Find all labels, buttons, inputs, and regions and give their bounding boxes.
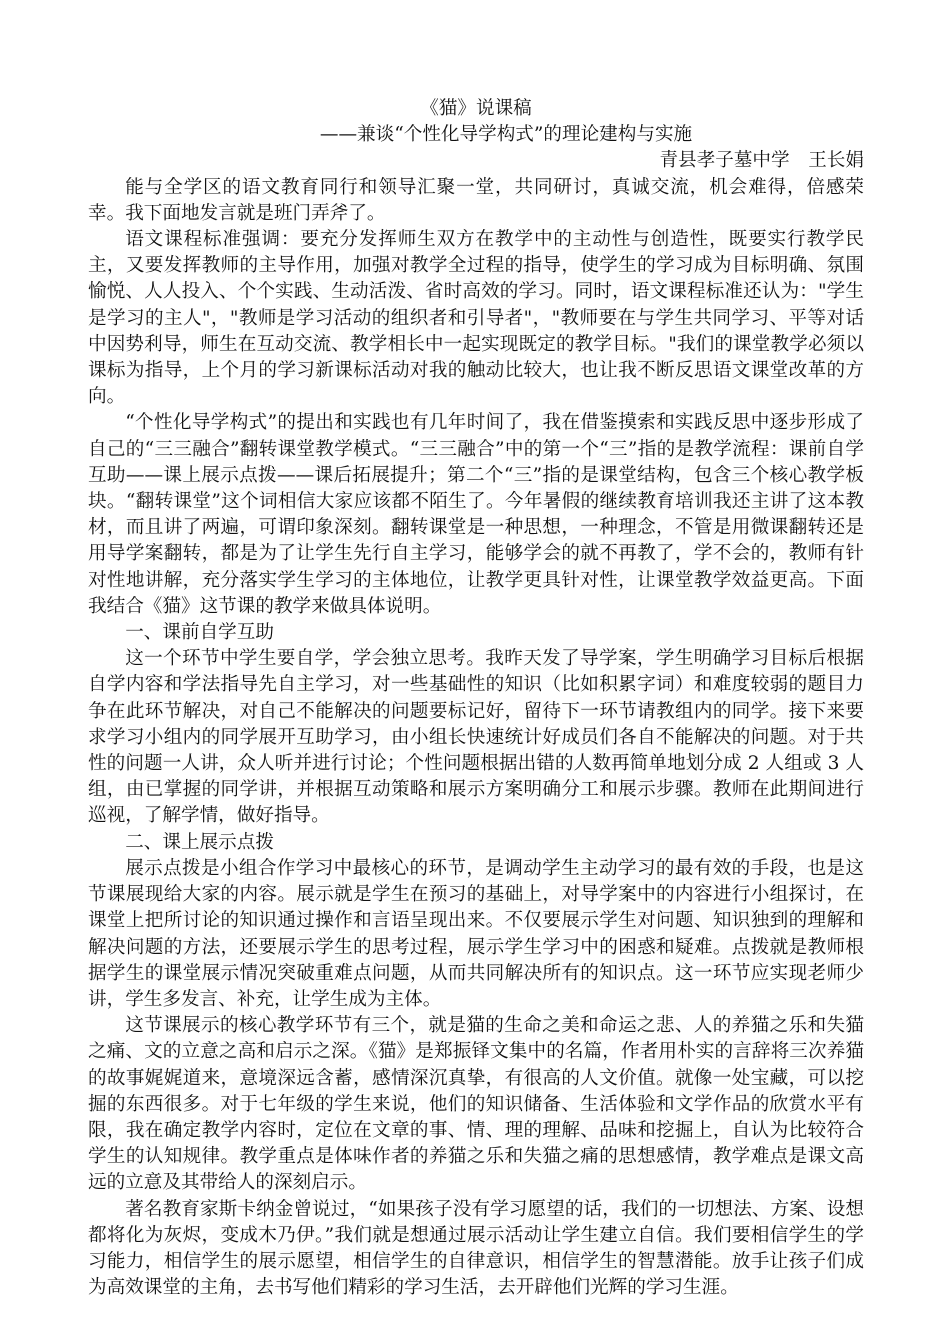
document-title: 《猫》说课稿 [420,98,532,119]
section-heading: 二、课上展示点拨 [125,831,274,853]
section-paragraph: 著名教育家斯卡纳金曾说过，“如果孩子没有学习愿望的话，我们的一切想法、方案、设想都将化为灰烬，变成木乃伊。”我们就是想通过展示活动让学生建立自信。我们要相信学生的学习能力，相信学生的展示愿望，相信学生的自律意识，相信学生的智慧潜能。放手让孩子们成为高效课堂的主角，去书写他们精彩的学习生活，去开辟他们光辉的学习生涯。 [88,1198,864,1299]
section-paragraph: 这一个环节中学生要自学，学会独立思考。我昨天发了导学案，学生明确学习目标后根据自学内容和学法指导先自主学习，对一些基础性的知识（比如积累字词）和难度较弱的题目力争在此环节解决，对自己不能解决的问题要标记好，留待下一环节请教组内的同学。接下来要求学习小组内的同学展开互助学习，由小组长快速统计好成员们各自不能解决的问题。对于共性的问题一人讲，众人听并进行讨论；个性问题根据出错的人数再简单地划分成 2 人组或 3 人组，由已掌握的同学讲，并根据互动策略和展示方案明确分工和展示步骤。教师在此期间进行巡视，了解学情，做好指导。 [88,648,864,827]
document-page [88,96,864,1301]
document-subtitle: ——兼谈“个性化导学构式”的理论建构与实施 [319,124,693,146]
model-paragraph: “个性化导学构式”的提出和实践也有几年时间了，我在借鉴摸索和实践反思中逐步形成了自己的“三三融合”翻转课堂教学模式。“三三融合”中的第一个“三”指的是教学流程：课前自学互助——课上展示点拨——课后拓展提升；第二个“三”指的是课堂结构，包含三个核心教学板块。“翻转课堂”这个词相信大家应该都不陌生了。今年暑假的继续教育培训我还主讲了这本教材，而且讲了两遍，可谓印象深刻。翻转课堂是一种思想，一种理念，不管是用微课翻转还是用导学案翻转，都是为了让学生先行自主学习，能够学会的就不再教了，学不会的，教师有针对性地讲解，充分落实学生学习的主体地位，让教学更具针对性，让课堂教学效益更高。下面我结合《猫》这节课的教学来做具体说明。 [88,412,864,617]
section-heading: 一、课前自学互助 [125,622,274,644]
author-line: 青县孝子墓中学 王长娟 [659,150,864,172]
section-paragraph: 这节课展示的核心教学环节有三个，就是猫的生命之美和命运之悲、人的养猫之乐和失猫之痛、文的立意之高和启示之深。《猫》是郑振铎文集中的名篇，作者用朴实的言辞将三次养猫的故事娓娓道来，意境深远含蓄，感情深沉真挚，有很高的人文价值。就像一处宝藏，可以挖掘的东西很多。对于七年级的学生来说，他们的知识储备、生活体验和文学作品的欣赏水平有限，我在确定教学内容时，定位在文章的事、情、理的理解、品味和挖掘上，自认为比较符合学生的认知规律。教学重点是体味作者的养猫之乐和失猫之痛的思想感情，教学难点是课文高远的立意及其带给人的深刻启示。 [88,1015,864,1194]
section-paragraph: 展示点拨是小组合作学习中最核心的环节，是调动学生主动学习的最有效的手段，也是这节课展现给大家的内容。展示就是学生在预习的基础上，对导学案中的内容进行小组探讨，在课堂上把所讨论的知识通过操作和言语呈现出来。不仅要展示学生对问题、知识独到的理解和解决问题的方法，还要展示学生的思考过程，展示学生学习中的困惑和疑难。点拨就是教师根据学生的课堂展示情况突破重难点问题，从而共同解决所有的知识点。这一环节应实现老师少讲，学生多发言、补充，让学生成为主体。 [88,857,864,1010]
intro-paragraph: 能与全学区的语文教育同行和领导汇聚一堂，共同研讨，真诚交流，机会难得，倍感荣幸。我下面地发言就是班门弄斧了。 [88,176,864,224]
standards-paragraph: 语文课程标准强调：要充分发挥师生双方在教学中的主动性与创造性，既要实行教学民主，又要发挥教师的主导作用，加强对教学全过程的指导，使学生的学习成为目标明确、氛围愉悦、人人投入、个个实践、生动活泼、省时高效的学习。同时，语文课程标准还认为："学生是学习的主人"，"教师是学习活动的组织者和引导者"，"教师要在与学生共同学习、平等对话中因势利导，师生在互动交流、教学相长中一起实现既定的教学目标。"我们的课堂教学必须以课标为指导，上个月的学习新课标活动对我的触动比较大，也让我不断反思语文课堂改革的方向。 [88,229,864,408]
